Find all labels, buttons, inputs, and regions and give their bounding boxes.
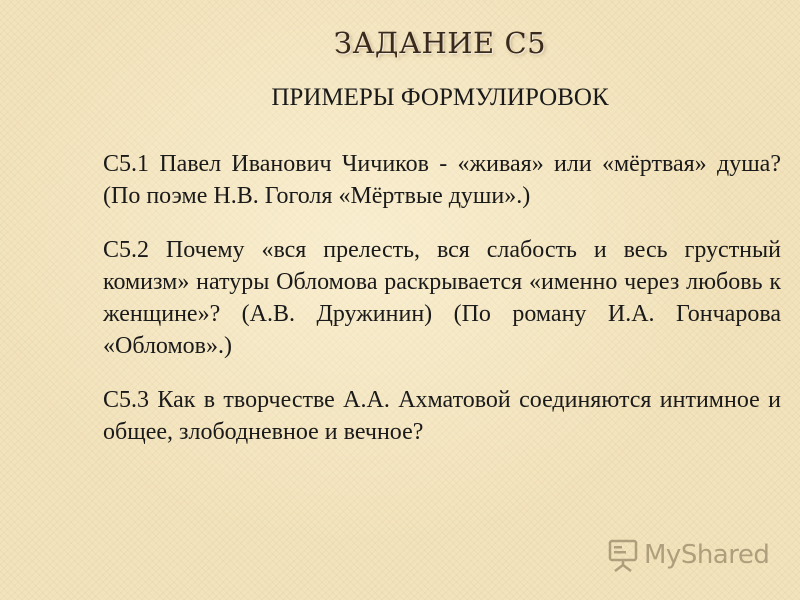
slide-subtitle: ПРИМЕРЫ ФОРМУЛИРОВОК: [271, 84, 609, 111]
watermark-brand-text: MyShared: [644, 540, 770, 570]
task-list: [103, 148, 781, 470]
slide-title: ЗАДАНИЕ С5: [333, 26, 547, 60]
myshared-watermark: [608, 536, 769, 574]
task-c5-1: С5.1 Павел Иванович Чичиков - «живая» или «мёртвая» душа? (По поэме Н.В. Гоголя «Мёртвые души».): [103, 151, 781, 209]
task-c5-2: С5.2 Почему «вся прелесть, вся слабость и весь грустный комизм» натуры Обломова раскрывается «именно через любовь к женщине»? (А.В. Дружинин) (По роману И.А. Гончарова «Обломов».): [103, 237, 781, 359]
presentation-board-icon: [608, 538, 638, 572]
task-c5-3: С5.3 Как в творчестве А.А. Ахматовой соединяются интимное и общее, злободневное и вечное?: [103, 387, 781, 445]
